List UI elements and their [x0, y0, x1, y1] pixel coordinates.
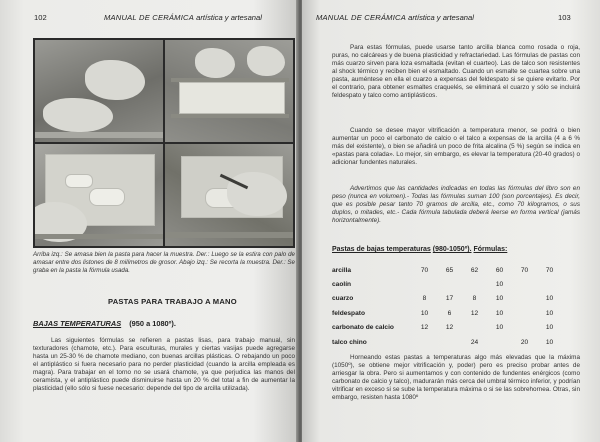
table-row [332, 263, 562, 277]
table-row [332, 277, 562, 291]
row-value: 6 [447, 309, 452, 317]
row-material: carbonato de calcio [332, 324, 394, 332]
row-material: talco chino [332, 338, 367, 346]
row-value: 10 [545, 309, 554, 317]
left-page-number: 102 [34, 13, 47, 22]
left-body-text [33, 337, 295, 393]
row-value [512, 292, 537, 306]
photo-roll-clay [165, 40, 293, 142]
row-value [462, 277, 487, 291]
row-value: 62 [470, 266, 479, 274]
row-value: 10 [495, 324, 504, 332]
formula-table [332, 263, 562, 349]
row-value: 8 [422, 295, 427, 303]
right-paragraph-4-text: Horneando estas pastas a temperaturas algo más elevadas que la máxima (1050º), se obtiene mejor vitrificación y, poder) pero es preciso probar antes de arriesgar la obra. Pero si aumentamos y con contenido de fundentes enérgicos (como carbonato de calcio y talco), madurarán más cerca del umbral térmico inferior, y podrían vitrificar en exceso si se sube la temperatura máxima o si se las sobrehornea. Otras, sin embargo, resisten hasta 1080º [332, 354, 580, 402]
row-material: caolín [332, 281, 352, 289]
row-value: 10 [495, 281, 504, 289]
subsection-range: (950 a 1080º). [129, 319, 176, 328]
right-paragraph-2 [332, 127, 580, 167]
section-title: PASTAS PARA TRABAJO A MANO [108, 297, 237, 306]
row-value [462, 321, 487, 335]
row-value [537, 277, 562, 291]
right-paragraph-2-text: Cuando se desee mayor vitrificación a temperatura menor, se podrá o bien aumentar un poco el carbonato de calcio o el talco a expensas de la arcilla (4 a 6 % más del existente), o bien se añadirá un poco de frita alcalina (5 %) según se indica en «pastas para colada». Lo mejor, sin embargo, es elevar la temperatura (20-40 grados) o adicionar fundentes naturales. [332, 127, 580, 167]
row-value: 8 [472, 295, 477, 303]
row-value [512, 306, 537, 320]
table-row [332, 306, 562, 320]
row-value: 10 [420, 309, 429, 317]
right-header-subtitle: artística y artesanal [408, 13, 474, 22]
table-title-label: Pastas de bajas temperaturas [332, 246, 431, 253]
row-value [512, 277, 537, 291]
table-title [332, 246, 507, 253]
row-material: cuarzo [332, 295, 354, 303]
row-value: 10 [495, 295, 504, 303]
photo-caption: Arriba izq.: Se amasa bien la pasta para hacer la muestra. Der.: Luego se la estira con palo de amasar entre dos listones de 8 milímetros de grosor. Abajo izq.: Se recorta la muestra. Der.: Se graba en la pasta la fórmula usada. [33, 251, 295, 275]
row-material: feldespato [332, 309, 365, 317]
table-row [332, 321, 562, 335]
row-value: 10 [545, 295, 554, 303]
row-value: 70 [420, 266, 429, 274]
left-header [104, 13, 262, 22]
left-page [0, 0, 298, 442]
right-paragraph-1-text: Para estas fórmulas, puede usarse tanto arcilla blanca como rosada o roja, puras, no calcáreas y de buena plasticidad y refractariedad. Las fórmulas de pastas con más cuarzo sirven para loza esmaltada (evitan el cuarteo). Las de talco son resistentes al shock térmico y reciben bien el esmaltado. Cuando un esmalte se cuartea sobre una pasta, auméntese en ella el cuarzo a expensas del feldespato si se quiere evitarlo. Por el contrario, para obtener esmaltes craquelés, se eliminará el cuarzo y sólo se incluirá feldespato y talco como antiplásticos. [332, 44, 580, 100]
row-value: 12 [445, 324, 454, 332]
left-header-title: MANUAL DE CERÁMICA [104, 13, 194, 22]
row-value [412, 277, 437, 291]
row-value: 60 [495, 266, 504, 274]
row-value: 10 [495, 309, 504, 317]
photo-grid [33, 38, 295, 248]
row-material: arcilla [332, 266, 352, 274]
row-value [512, 321, 537, 335]
subsection-heading [33, 319, 176, 328]
row-value: 70 [520, 266, 529, 274]
row-value: 10 [545, 338, 554, 346]
table-title-range: (980-1050º). [432, 246, 472, 253]
row-value: 17 [445, 295, 454, 303]
photo-knead-clay [35, 40, 163, 142]
left-header-subtitle: artística y artesanal [196, 13, 262, 22]
row-value: 20 [520, 338, 529, 346]
row-value: 24 [470, 338, 479, 346]
right-paragraph-4 [332, 354, 580, 402]
row-value: 12 [420, 324, 429, 332]
row-value [487, 335, 512, 349]
right-paragraph-1 [332, 44, 580, 100]
table-row [332, 292, 562, 306]
photo-engrave-formula [165, 144, 293, 246]
table-title-suffix: Fórmulas: [473, 246, 508, 253]
row-value: 12 [470, 309, 479, 317]
row-value [412, 335, 437, 349]
table-row [332, 335, 562, 349]
right-paragraph-3 [332, 185, 580, 225]
right-header [316, 13, 474, 22]
row-value: 65 [445, 266, 454, 274]
photo-cut-sample [35, 144, 163, 246]
row-value: 10 [545, 324, 554, 332]
row-value [437, 335, 462, 349]
right-page-number: 103 [558, 13, 571, 22]
right-paragraph-3-text: Advertimos que las cantidades indicadas en todas las fórmulas del libro son en peso (nunca en volumen).- Todas las fórmulas suman 100 (son porcentajes). Es decir, que es posible pesar tanto 70 gramos de arcilla, etc., como 70 kilogramos, o sus duplos, o mitades, etc.- Cada fórmula tabulada deberá leerse en forma vertical (jamás horizontalmente). [332, 185, 580, 225]
right-header-title: MANUAL DE CERÁMICA [316, 13, 406, 22]
subsection-label: BAJAS TEMPERATURAS [33, 319, 122, 328]
left-body-paragraph: Las siguientes fórmulas se refieren a pastas lisas, para trabajo manual, sin texturadores (chamote, etc.). Para esculturas, murales y ciertas vasijas puede agregarse hasta un 25-30 % de chamote mediano, con buenas arcillas plásticas. O rebajando un poco el antiplástico si fuera necesario para no perder plasticidad (cuando la arcilla empleada es magra). Para trabajar en el torno no se usará chamote, ya que perjudica las manos del ceramista, y el antiplástico puede disminuirse hasta un 20 % del total a fin de aumentar la plasticidad (ello sólo si fuese necesario: depende del tipo de arcilla utilizada). [33, 337, 295, 393]
row-value: 70 [545, 266, 554, 274]
row-value [437, 277, 462, 291]
